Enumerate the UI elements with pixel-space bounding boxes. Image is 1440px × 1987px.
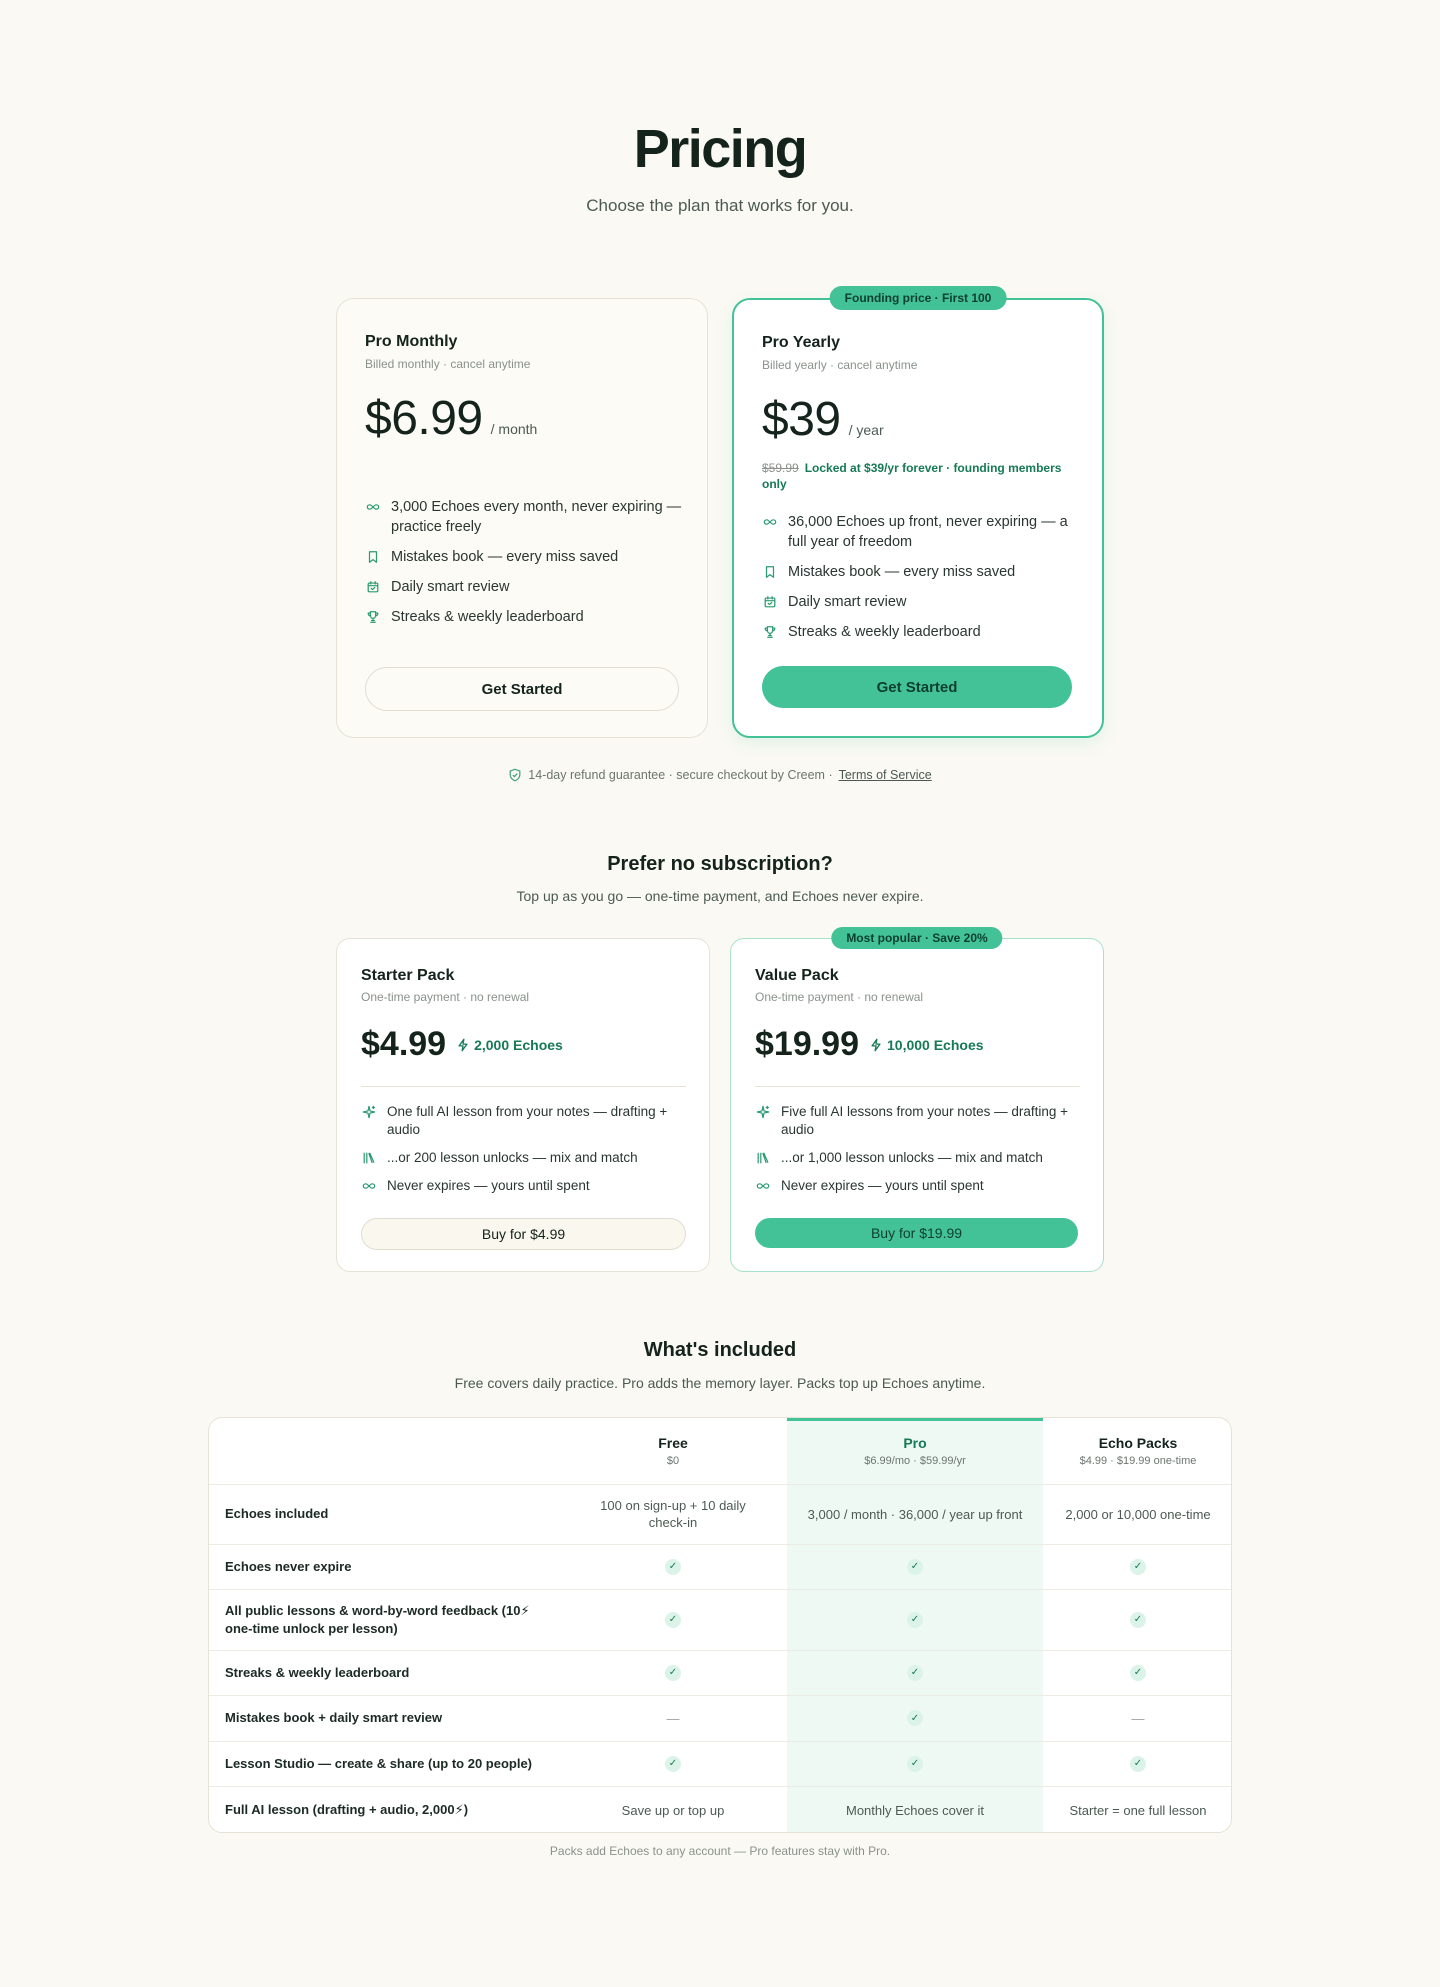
plan-billing: Billed yearly · cancel anytime (762, 358, 918, 372)
guarantee-text: 14-day refund guarantee · secure checkout by Creem · (528, 768, 833, 782)
feature-icon-wrap (361, 1103, 377, 1121)
comparison-title: What's included (643, 1339, 797, 1361)
table-cell: 100 on sign-up + 10 daily check-in (600, 1498, 746, 1530)
refund-guarantee (0, 768, 1440, 782)
check-icon: ✓ (665, 1559, 681, 1575)
pack-price-row (755, 1025, 984, 1064)
feature-icon-wrap (755, 1177, 771, 1195)
column-header-echo-packs (1043, 1435, 1232, 1467)
calendar-icon (366, 580, 380, 594)
page-title: Pricing (633, 119, 807, 179)
feature-text: ...or 1,000 lesson unlocks — mix and match (781, 1150, 1043, 1165)
price-unit: / year (848, 422, 884, 438)
plan-name: Pro Monthly (365, 333, 458, 350)
table-cell (799, 1650, 1031, 1695)
table-cell: 3,000 / month · 36,000 / year up front (807, 1506, 1023, 1522)
pack-divider (755, 1086, 1080, 1087)
feature-text: Mistakes book — every miss saved (788, 564, 1016, 580)
pack-name: Value Pack (755, 967, 839, 984)
table-cell (585, 1589, 761, 1650)
feature-item (365, 577, 685, 597)
table-cell: 2,000 or 10,000 one-time (1065, 1506, 1211, 1522)
buy-value-button[interactable]: Buy for $19.99 (755, 1218, 1078, 1248)
feature-item (365, 497, 685, 537)
table-cell (585, 1544, 761, 1589)
pack-billing: One-time payment · no renewal (361, 990, 530, 1004)
table-cell (1055, 1544, 1221, 1589)
column-name: Pro (903, 1435, 927, 1451)
pack-billing: One-time payment · no renewal (755, 990, 924, 1004)
pack-price: $4.99 (361, 1025, 447, 1063)
feature-text: Five full AI lessons from your notes — drafting + audio (781, 1104, 1069, 1137)
pack-card-value (730, 938, 1104, 1272)
page-subtitle: Choose the plan that works for you. (586, 196, 854, 215)
table-row-label: Echoes included (225, 1506, 329, 1521)
pack-feature-list (361, 1103, 686, 1205)
check-icon: ✓ (1130, 1665, 1146, 1681)
feature-text: One full AI lesson from your notes — drafting + audio (387, 1104, 668, 1137)
column-price: $6.99/mo · $59.99/yr (864, 1455, 966, 1467)
feature-icon-wrap (361, 1177, 377, 1195)
feature-item (755, 1177, 1080, 1195)
pack-echoes-label: 2,000 Echoes (474, 1036, 563, 1053)
comparison-footnote: Packs add Echoes to any account — Pro features stay with Pro. (549, 1844, 891, 1858)
trophy-icon (763, 625, 777, 639)
feature-icon-wrap (755, 1103, 771, 1121)
trophy-icon (366, 610, 380, 624)
terms-of-service-link[interactable]: Terms of Service (838, 768, 932, 782)
price-unit: / month (490, 421, 538, 437)
column-header-pro (787, 1435, 1043, 1467)
feature-item (755, 1149, 1080, 1167)
dash-icon: — (666, 1710, 680, 1726)
plan-card-pro-monthly (336, 298, 708, 738)
packs-title: Prefer no subscription? (607, 853, 833, 875)
bookmark-icon (366, 550, 380, 564)
buy-starter-button[interactable]: Buy for $4.99 (361, 1218, 686, 1250)
pack-echoes-label: 10,000 Echoes (887, 1036, 984, 1053)
pack-price: $19.99 (755, 1025, 859, 1063)
table-cell (585, 1695, 761, 1741)
pack-name: Starter Pack (361, 967, 455, 984)
table-cell (1055, 1650, 1221, 1695)
shield-check-icon (508, 768, 522, 782)
feature-text: Streaks & weekly leaderboard (391, 609, 584, 625)
column-price: $4.99 · $19.99 one-time (1079, 1455, 1197, 1467)
table-row-label: Mistakes book + daily smart review (225, 1710, 443, 1725)
bookmark-icon (763, 565, 777, 579)
founding-lock-note (762, 460, 1084, 492)
check-icon: ✓ (665, 1756, 681, 1772)
table-cell (799, 1589, 1031, 1650)
check-icon: ✓ (1130, 1612, 1146, 1628)
column-price: $0 (666, 1455, 680, 1467)
feature-item (755, 1103, 1080, 1139)
feature-item (361, 1149, 686, 1167)
infinity-icon (756, 1179, 770, 1193)
table-cell (1055, 1741, 1221, 1786)
feature-item (361, 1103, 686, 1139)
infinity-icon (763, 515, 777, 529)
feature-list (762, 512, 1082, 652)
get-started-button[interactable]: Get Started (762, 666, 1072, 708)
feature-icon-wrap (365, 497, 381, 517)
price-row (762, 392, 884, 447)
plan-card-pro-yearly (732, 298, 1104, 738)
feature-item (361, 1177, 686, 1195)
feature-text: Never expires — yours until spent (387, 1178, 590, 1193)
infinity-icon (366, 500, 380, 514)
check-icon: ✓ (907, 1665, 923, 1681)
column-name: Free (658, 1435, 688, 1451)
pro-column-accent (787, 1418, 1043, 1421)
price-amount: $6.99 (365, 392, 483, 445)
feature-item (365, 607, 685, 627)
table-row-label: Lesson Studio — create & share (up to 20 people) (225, 1755, 533, 1771)
feature-item (762, 512, 1082, 552)
table-cell: Starter = one full lesson (1069, 1802, 1207, 1818)
feature-text: 36,000 Echoes up front, never expiring — a full year of freedom (788, 514, 1068, 550)
feature-item (762, 622, 1082, 642)
table-cell: Monthly Echoes cover it (845, 1802, 984, 1818)
most-popular-badge: Most popular · Save 20% (831, 927, 1002, 949)
dash-icon: — (1131, 1710, 1145, 1726)
feature-icon-wrap (762, 622, 778, 642)
pack-price-row (361, 1025, 563, 1064)
check-icon: ✓ (1130, 1559, 1146, 1575)
table-cell (799, 1695, 1031, 1741)
check-icon: ✓ (907, 1756, 923, 1772)
column-name: Echo Packs (1098, 1435, 1178, 1451)
feature-icon-wrap (365, 607, 381, 627)
feature-icon-wrap (762, 592, 778, 612)
check-icon: ✓ (665, 1612, 681, 1628)
price-row (365, 391, 537, 446)
comparison-subtitle: Free covers daily practice. Pro adds the memory layer. Packs top up Echoes anytime. (454, 1375, 986, 1391)
pack-card-starter (336, 938, 710, 1272)
old-price: $59.99 (762, 461, 799, 475)
pack-divider (361, 1086, 686, 1087)
column-header-free (573, 1435, 773, 1467)
check-icon: ✓ (1130, 1756, 1146, 1772)
plan-billing: Billed monthly · cancel anytime (365, 357, 531, 371)
table-row-label: Streaks & weekly leaderboard (225, 1664, 410, 1680)
locked-text: Locked at $39/yr forever · founding members only (762, 461, 1062, 491)
check-icon: ✓ (907, 1612, 923, 1628)
feature-icon-wrap (762, 512, 778, 532)
feature-list (365, 497, 685, 637)
library-icon (362, 1151, 376, 1165)
plan-name: Pro Yearly (762, 334, 840, 351)
check-icon: ✓ (665, 1665, 681, 1681)
feature-text: Daily smart review (391, 579, 510, 595)
sparkle-icon (756, 1105, 770, 1119)
feature-icon-wrap (365, 577, 381, 597)
feature-text: Daily smart review (788, 594, 907, 610)
sparkle-icon (362, 1105, 376, 1119)
feature-text: Mistakes book — every miss saved (391, 549, 619, 565)
feature-text: ...or 200 lesson unlocks — mix and match (387, 1150, 638, 1165)
price-amount: $39 (762, 393, 841, 446)
bolt-icon (869, 1038, 883, 1052)
table-row-label: All public lessons & word-by-word feedback (10⚡ one-time unlock per lesson) (225, 1602, 530, 1636)
library-icon (756, 1151, 770, 1165)
feature-text: 3,000 Echoes every month, never expiring — practice freely (391, 499, 682, 535)
feature-text: Never expires — yours until spent (781, 1178, 984, 1193)
table-cell: Save up or top up (621, 1802, 725, 1818)
table-cell (799, 1741, 1031, 1786)
table-cell (799, 1544, 1031, 1589)
feature-icon-wrap (361, 1149, 377, 1167)
pack-feature-list (755, 1103, 1080, 1205)
pack-echoes (456, 1037, 563, 1053)
feature-item (762, 562, 1082, 582)
table-cell (1055, 1589, 1221, 1650)
feature-text: Streaks & weekly leaderboard (788, 624, 981, 640)
check-icon: ✓ (907, 1559, 923, 1575)
get-started-button[interactable]: Get Started (365, 667, 679, 711)
comparison-table (208, 1417, 1232, 1833)
feature-icon-wrap (755, 1149, 771, 1167)
feature-item (762, 592, 1082, 612)
infinity-icon (362, 1179, 376, 1193)
feature-icon-wrap (365, 547, 381, 567)
check-icon: ✓ (907, 1710, 923, 1726)
feature-item (365, 547, 685, 567)
pack-echoes (869, 1037, 984, 1053)
founding-price-badge: Founding price · First 100 (830, 286, 1007, 310)
feature-icon-wrap (762, 562, 778, 582)
table-cell (1055, 1695, 1221, 1741)
table-row-label: Echoes never expire (225, 1558, 352, 1574)
table-row-label: Full AI lesson (drafting + audio, 2,000⚡) (225, 1802, 469, 1817)
packs-subtitle: Top up as you go — one-time payment, and Echoes never expire. (516, 888, 924, 904)
table-cell (585, 1741, 761, 1786)
table-cell (585, 1650, 761, 1695)
calendar-icon (763, 595, 777, 609)
bolt-icon (456, 1038, 470, 1052)
